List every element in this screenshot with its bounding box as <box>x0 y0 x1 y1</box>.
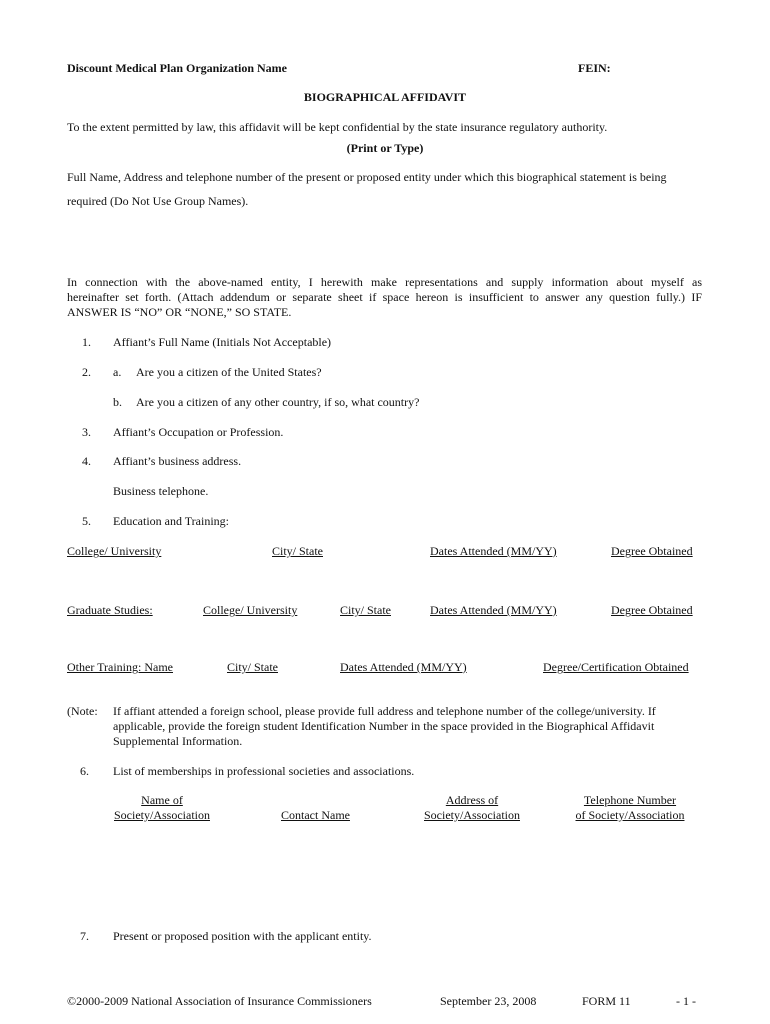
membership-entry-field-1[interactable] <box>82 838 708 851</box>
position-field-1[interactable] <box>398 929 698 942</box>
graduate-header-label: Graduate Studies: <box>67 603 153 617</box>
org-name-label: Discount Medical Plan Organization Name <box>67 61 287 75</box>
occupation-field[interactable] <box>296 425 702 438</box>
entity-field-3[interactable] <box>67 244 702 257</box>
full-name-field[interactable] <box>344 335 702 348</box>
entity-instructions-line1: Full Name, Address and telephone number of the present or proposed entity under which this biographical statement is being <box>67 170 667 184</box>
q2-number: 2. <box>82 365 91 379</box>
other-citizenship-field[interactable] <box>438 395 702 408</box>
q6-number: 6. <box>80 764 89 778</box>
graduate-header-university: College/ University <box>203 603 298 617</box>
membership-header-name-line2: Society/Association <box>114 808 210 822</box>
graduate-header-dates: Dates Attended (MM/YY) <box>430 603 557 617</box>
membership-header-address-line1: Address of <box>445 793 499 807</box>
representations-line1: In connection with the above-named entity, I herewith make representations and supply information about myself as <box>67 275 702 289</box>
footer-page-number: - 1 - <box>676 994 696 1008</box>
q5-number: 5. <box>82 514 91 528</box>
other-header-city: City/ State <box>227 660 278 674</box>
q2b-label: Are you a citizen of any other country, if so, what country? <box>136 395 420 409</box>
footer-copyright: ©2000-2009 National Association of Insurance Commissioners <box>67 994 372 1008</box>
college-header-university: College/ University <box>67 544 162 558</box>
representations-line3: ANSWER IS “NO” OR “NONE,” SO STATE. <box>67 305 292 319</box>
q7-number: 7. <box>80 929 89 943</box>
q2a-letter: a. <box>113 365 122 379</box>
q3-number: 3. <box>82 425 91 439</box>
note-line1: If affiant attended a foreign school, please provide full address and telephone number of the college/university. If <box>113 704 656 718</box>
q6-label: List of memberships in professional societies and associations. <box>113 764 415 778</box>
q1-number: 1. <box>82 335 91 349</box>
college-entry-field[interactable] <box>67 572 697 585</box>
note-label: (Note: <box>67 704 98 718</box>
us-citizen-field[interactable] <box>333 365 698 378</box>
fein-label: FEIN: <box>578 61 611 75</box>
other-training-entry-field[interactable] <box>67 686 697 699</box>
business-telephone-field[interactable] <box>216 484 702 497</box>
membership-header-contact: Contact Name <box>281 808 350 822</box>
footer-form-number: FORM 11 <box>582 994 631 1008</box>
membership-header-phone-line1: Telephone Number <box>583 793 677 807</box>
page-title: BIOGRAPHICAL AFFIDAVIT <box>303 90 467 104</box>
q5-label: Education and Training: <box>113 514 229 528</box>
college-header-city: City/ State <box>272 544 323 558</box>
representations-paragraph <box>67 275 702 320</box>
org-name-field[interactable] <box>300 61 572 74</box>
entity-instructions-line2: required (Do Not Use Group Names). <box>67 194 249 208</box>
graduate-header-city: City/ State <box>340 603 391 617</box>
confidential-note: To the extent permitted by law, this affidavit will be kept confidential by the state insurance regulatory authority. <box>67 120 608 134</box>
business-telephone-label: Business telephone. <box>113 484 209 498</box>
other-header-name: Other Training: Name <box>67 660 173 674</box>
q2a-label: Are you a citizen of the United States? <box>136 365 322 379</box>
fein-field[interactable] <box>616 61 698 74</box>
graduate-header-degree: Degree Obtained <box>611 603 693 617</box>
membership-header-address-line2: Society/Association <box>424 808 520 822</box>
other-header-dates: Dates Attended (MM/YY) <box>340 660 467 674</box>
q3-label: Affiant’s Occupation or Profession. <box>113 425 284 439</box>
entity-field-2[interactable] <box>67 215 702 228</box>
note-line3: Supplemental Information. <box>113 734 243 748</box>
membership-header-name <box>102 793 222 823</box>
q1-label: Affiant’s Full Name (Initials Not Acceptable) <box>113 335 332 349</box>
q7-label: Present or proposed position with the applicant entity. <box>113 929 372 943</box>
entity-field-1[interactable] <box>260 194 702 207</box>
membership-header-address <box>412 793 532 823</box>
college-header-dates: Dates Attended (MM/YY) <box>430 544 557 558</box>
q4-number: 4. <box>82 454 91 468</box>
business-address-field[interactable] <box>254 454 702 467</box>
representations-line2: hereinafter set forth. (Attach addendum or separate sheet if space hereon is insufficient to answer any question fully.) IF <box>67 290 702 304</box>
membership-header-phone <box>567 793 693 823</box>
membership-header-name-line1: Name of <box>141 793 183 807</box>
footer-date: September 23, 2008 <box>440 994 537 1008</box>
membership-header-phone-line2: of Society/Association <box>575 808 685 822</box>
other-header-degree: Degree/Certification Obtained <box>543 660 689 674</box>
position-field-2[interactable] <box>113 956 698 969</box>
college-header-degree: Degree Obtained <box>611 544 693 558</box>
q4-label: Affiant’s business address. <box>113 454 242 468</box>
note-line2: applicable, provide the foreign student Identification Number in the space provided in the Biographical Affidavit <box>113 719 655 733</box>
q2b-letter: b. <box>113 395 122 409</box>
print-or-type: (Print or Type) <box>346 141 424 155</box>
membership-entry-field-2[interactable] <box>82 868 708 881</box>
graduate-entry-field[interactable] <box>67 629 697 642</box>
membership-entry-field-3[interactable] <box>82 899 708 912</box>
